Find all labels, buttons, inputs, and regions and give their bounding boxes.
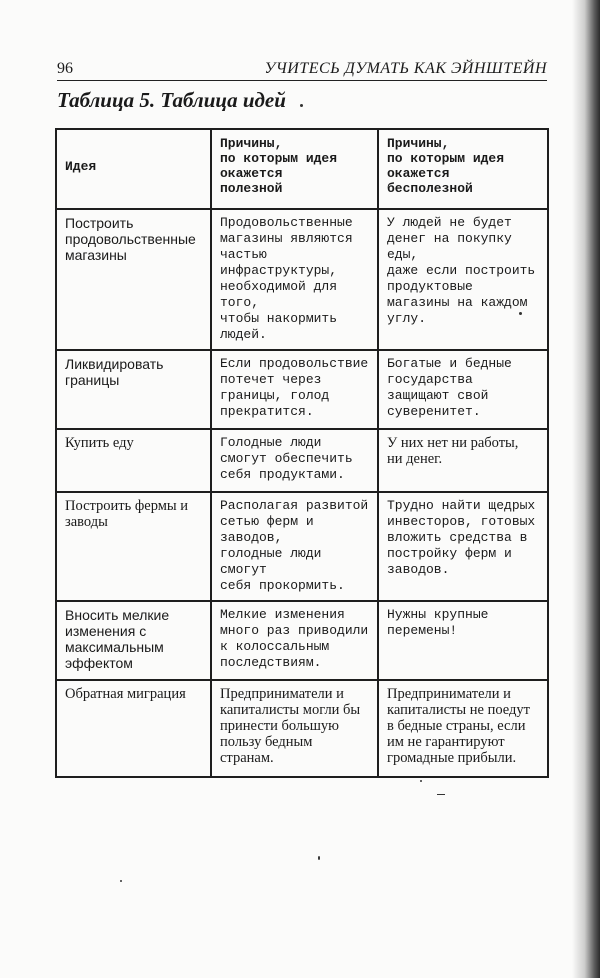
scan-speck	[437, 794, 445, 795]
useless-reason-cell: Предприниматели и капиталисты не поедут в бедные страны, если им не гарантируют громадные прибыли.	[378, 680, 548, 777]
table-row	[56, 429, 548, 492]
table-header-row	[56, 129, 548, 209]
useless-reason-cell: Богатые и бедные государства защищают свой суверенитет.	[378, 350, 548, 429]
page-header	[57, 58, 547, 81]
useful-reason-cell: Предприниматели и капиталисты могли бы принести большую пользу бедным странам.	[211, 680, 378, 777]
idea-cell: Обратная миграция	[56, 680, 211, 777]
scan-speck	[120, 880, 122, 882]
scan-speck	[300, 104, 303, 107]
idea-cell: Построить фермы и заводы	[56, 492, 211, 601]
scan-speck	[420, 780, 422, 782]
column-header-idea: Идея	[56, 129, 211, 209]
scan-shadow-edge	[572, 0, 600, 978]
useless-reason-cell: Трудно найти щедрых инвесторов, готовых вложить средства в постройку ферм и заводов.	[378, 492, 548, 601]
table-row	[56, 492, 548, 601]
useless-reason-cell: У людей не будет денег на покупку еды, даже если построить продуктовые магазины на каждом углу.	[378, 209, 548, 350]
table-row	[56, 350, 548, 429]
idea-cell: Ликвидировать границы	[56, 350, 211, 429]
useful-reason-cell: Продовольственные магазины являются частью инфраструктуры, необходимой для того, чтобы накормить людей.	[211, 209, 378, 350]
useless-reason-cell: Нужны крупные перемены!	[378, 601, 548, 680]
useful-reason-cell: Если продовольствие потечет через границы, голод прекратится.	[211, 350, 378, 429]
table-row	[56, 601, 548, 680]
table-row	[56, 209, 548, 350]
useful-reason-cell: Голодные люди смогут обеспечить себя продуктами.	[211, 429, 378, 492]
column-header-useful: Причины, по которым идея окажется полезной	[211, 129, 378, 209]
scan-speck	[519, 312, 522, 315]
useful-reason-cell: Располагая развитой сетью ферм и заводов, голодные люди смогут себя прокормить.	[211, 492, 378, 601]
idea-cell: Вносить мелкие изменения с максимальным эффектом	[56, 601, 211, 680]
ideas-table	[55, 128, 549, 778]
useful-reason-cell: Мелкие изменения много раз приводили к колоссальным последствиям.	[211, 601, 378, 680]
running-title: УЧИТЕСЬ ДУМАТЬ КАК ЭЙНШТЕЙН	[264, 60, 547, 77]
idea-cell: Купить еду	[56, 429, 211, 492]
table-row	[56, 680, 548, 777]
idea-cell: Построить продовольственные магазины	[56, 209, 211, 350]
page-number: 96	[57, 60, 73, 77]
table-title: Таблица 5. Таблица идей	[57, 88, 286, 112]
scan-speck	[318, 856, 320, 860]
column-header-useless: Причины, по которым идея окажется бесполезной	[378, 129, 548, 209]
useless-reason-cell: У них нет ни работы, ни денег.	[378, 429, 548, 492]
